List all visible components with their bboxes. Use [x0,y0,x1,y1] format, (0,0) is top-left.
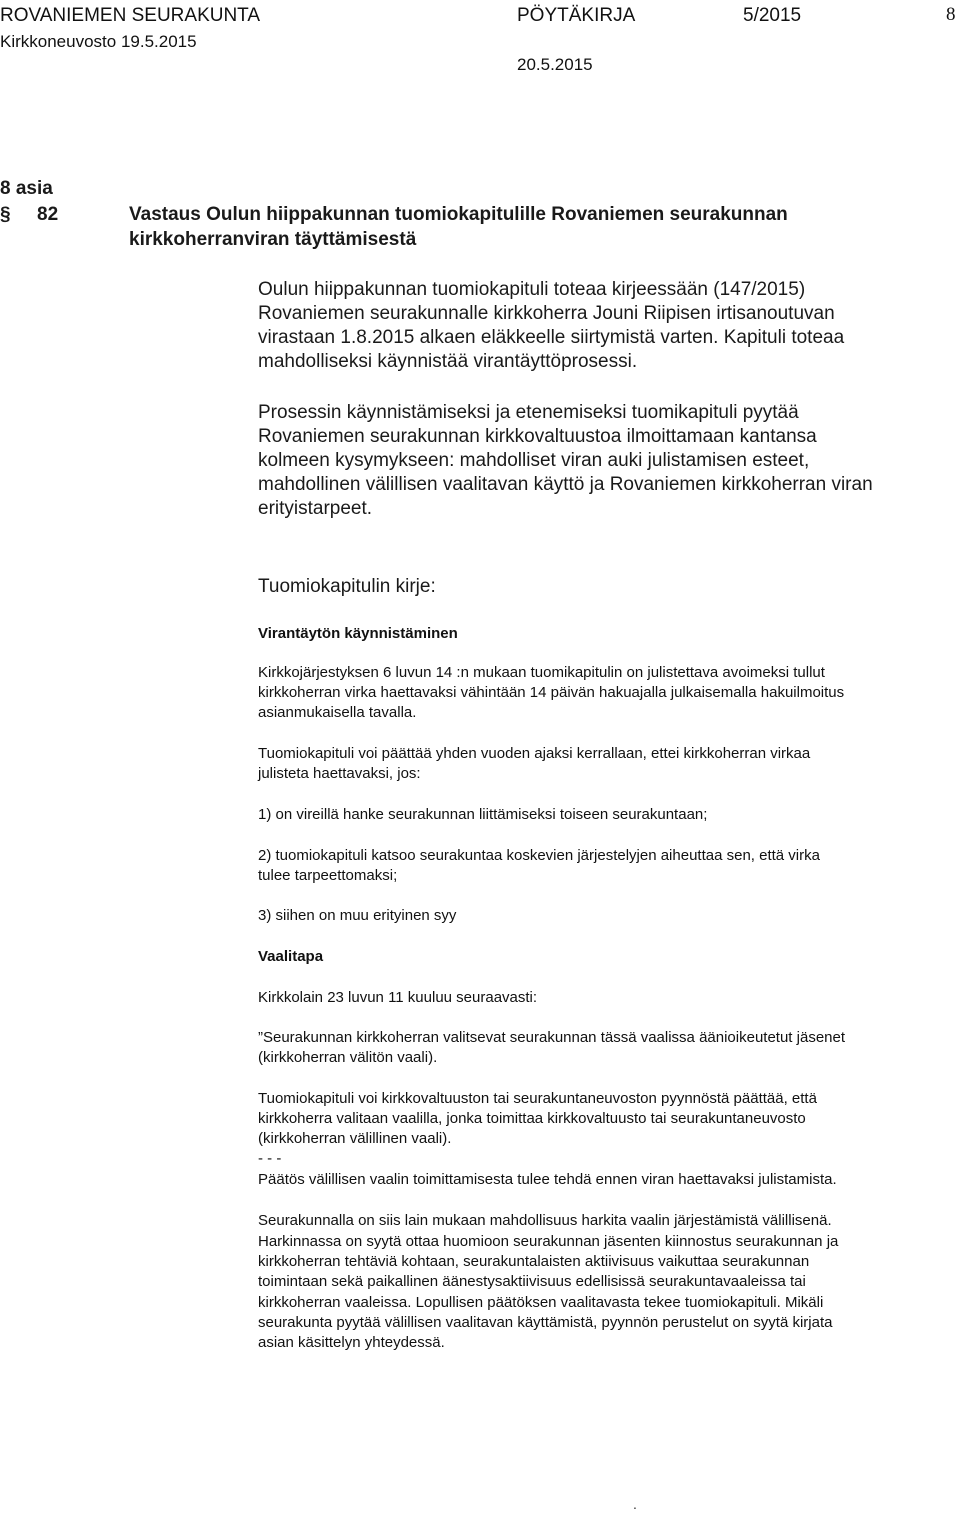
section-symbol: § [0,204,11,225]
asia-label: 8 asia [0,178,53,199]
process-line4: mahdollinen välillisen vaalitavan käyttö ja Rovaniemen kirkkoherran viran [258,474,873,495]
footer-dot: . [633,1496,637,1512]
intro-line1: Oulun hiippakunnan tuomiokapituli toteaa kirjeessään (147/2015) [258,279,806,300]
process-line3: kolmeen kysymykseen: mahdolliset viran auki julistamisen esteet, [258,450,810,471]
process-line1: Prosessin käynnistämiseksi ja etenemiseksi tuomikapituli pyytää [258,402,799,423]
para2-line1: Tuomiokapituli voi päättää yhden vuoden ajaksi kerrallaan, ettei kirkkoherran virkaa [258,745,811,762]
para4-line4: toimintaan sekä paikallinen äänestysaktiivisuus edellisissä seurakuntavaaleissa tai [258,1273,806,1290]
law-reference: Kirkkolain 23 luvun 11 kuuluu seuraavasti: [258,989,538,1006]
list-item-1: 1) on vireillä hanke seurakunnan liittämiseksi toiseen seurakuntaan; [258,806,708,823]
meeting-name: Kirkkoneuvosto 19.5.2015 [0,32,197,51]
para4-line5: kirkkoherran vaaleissa. Lopullisen päätöksen vaalitavasta tekee tuomiokapituli. Mikäli [258,1294,824,1311]
para4-line3: kirkkoherran tehtäviä kohtaan, seurakuntalaisten aktiivisuus vaikuttaa seurakunnan [258,1253,810,1270]
list-item-3: 3) siihen on muu erityinen syy [258,907,457,924]
item-number: 82 [37,204,59,225]
quote-line2: (kirkkoherran välitön vaali). [258,1049,438,1066]
process-line2: Rovaniemen seurakunnan kirkkovaltuustoa ilmoittamaan kantansa [258,426,817,447]
para3-line3: (kirkkoherran välillinen vaali). [258,1130,452,1147]
section-heading-vaalitapa: Vaalitapa [258,948,324,965]
letter-heading: Tuomiokapitulin kirje: [258,576,436,597]
intro-line4: mahdolliseksi käynnistää virantäyttöprosessi. [258,351,638,372]
page-number: 8 [946,4,956,25]
para4-line6: seurakunta pyytää välillisen vaalitavan käyttämistä, pyynnön perustelut on syytä kirjata [258,1314,833,1331]
section-heading-virantaytto: Virantäytön käynnistäminen [258,625,458,642]
process-line5: erityistarpeet. [258,498,373,519]
item-title-line1: Vastaus Oulun hiippakunnan tuomiokapitulille Rovaniemen seurakunnan [129,204,788,225]
intro-line3: virastaan 1.8.2015 alkaen eläkkeelle siirtymistä varten. Kapituli toteaa [258,327,845,348]
para1-line3: asianmukaisella tavalla. [258,704,417,721]
quote-line1: ”Seurakunnan kirkkoherran valitsevat seurakunnan tässä vaalissa äänioikeutetut jäsenet [258,1029,846,1046]
para2-line2: julisteta haettavaksi, jos: [258,765,421,782]
list-item-2-line1: 2) tuomiokapituli katsoo seurakuntaa koskevien järjestelyjen aiheuttaa sen, että virka [258,847,820,864]
document-number: 5/2015 [743,5,802,26]
para4-line1: Seurakunnalla on siis lain mukaan mahdollisuus harkita vaalin järjestämistä välillisenä. [258,1212,832,1229]
organization-name: ROVANIEMEN SEURAKUNTA [0,5,261,26]
list-item-2-line2: tulee tarpeettomaksi; [258,867,398,884]
para1-line2: kirkkoherran virka haettavaksi vähintään 14 päivän hakuajalla julkaisemalla hakuilmoitus [258,684,845,701]
para1-line1: Kirkkojärjestyksen 6 luvun 14 :n mukaan tuomikapitulin on julistettava avoimeksi tullut [258,664,825,681]
para4-line2: Harkinnassa on syytä ottaa huomioon seurakunnan jäsenten kiinnostus seurakunnan ja [258,1233,839,1250]
para4-line7: asian käsittelyn yhteydessä. [258,1334,445,1351]
dashes: - - - [258,1150,282,1167]
para3-line4: Päätös välillisen vaalin toimittamisesta tulee tehdä ennen viran haettavaksi julistamista. [258,1171,837,1188]
item-title-line2: kirkkoherranviran täyttämisestä [129,229,417,250]
document-type: PÖYTÄKIRJA [517,5,636,26]
para3-line2: kirkkoherra valitaan vaalilla, jonka toimittaa kirkkovaltuusto tai seurakuntaneuvosto [258,1110,806,1127]
intro-line2: Rovaniemen seurakunnalle kirkkoherra Jouni Riipisen irtisanoutuvan [258,303,835,324]
document-date: 20.5.2015 [517,55,593,74]
para3-line1: Tuomiokapituli voi kirkkovaltuuston tai seurakuntaneuvoston pyynnöstä päättää, että [258,1090,817,1107]
